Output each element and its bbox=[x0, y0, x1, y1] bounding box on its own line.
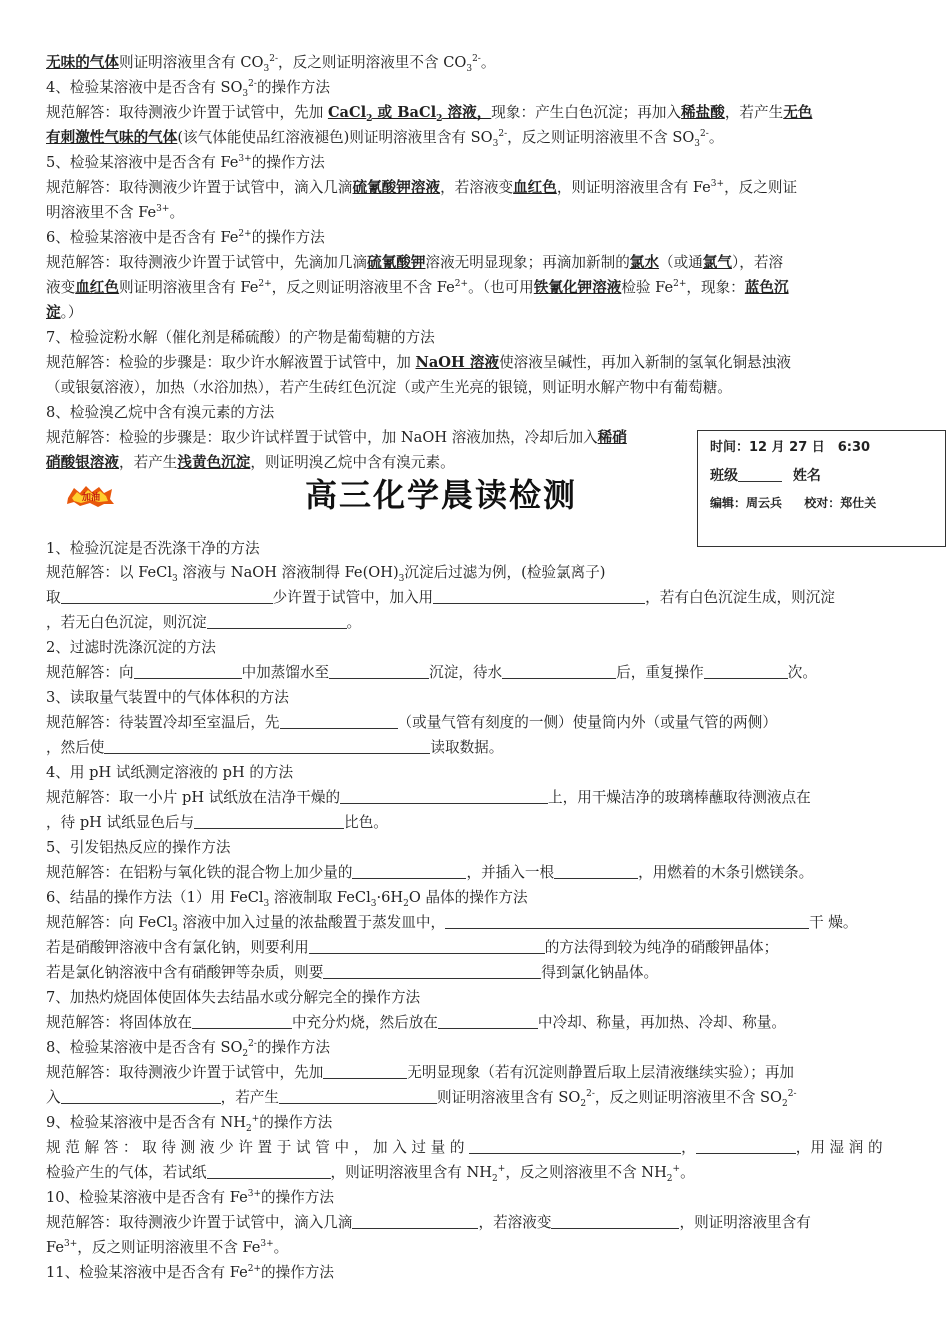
name-label: 姓名 bbox=[792, 468, 821, 484]
answer-blank[interactable] bbox=[61, 588, 273, 604]
answer-blank[interactable] bbox=[194, 813, 344, 829]
answer-blank[interactable] bbox=[551, 1213, 679, 1229]
text-line: 规范解答：向 中加蒸馏水至 沉淀，待水 后，重复操作 次。 bbox=[46, 664, 817, 681]
question-heading: 1、检验沉淀是否洗涤干净的方法 bbox=[46, 540, 260, 557]
text-line: 规范解答：取待测液少许置于试管中，先加 CaCl$_2$ 或 BaCl$_2$ 溶液，现象：产生白色沉淀；再加入稀盐酸，若产生无色 bbox=[46, 104, 813, 124]
answer-blank[interactable] bbox=[309, 938, 545, 954]
text-line: 明溶液里不含 $Fe^{3+}$。 bbox=[46, 204, 185, 221]
text-line: 规范解答：向 FeCl$_3$ 溶液中加入过量的浓盐酸置于蒸发皿中， 干 燥。 bbox=[46, 914, 858, 934]
date-time: 时间：12 月 27 日 6:30 bbox=[710, 440, 871, 455]
svg-text:加油: 加油 bbox=[81, 493, 101, 503]
text-line: 规范解答：检验的步骤是：取少许试样置于试管中，加 NaOH 溶液加热，冷却后加入稀硝 bbox=[46, 429, 627, 446]
question-heading: 8、检验某溶液中是否含有 $SO_2^{2-}$的操作方法 bbox=[46, 1039, 330, 1059]
text-line: 无味的气体则证明溶液里含有 $CO_3^{2-}$，反之则证明溶液里不含 $CO_3^{2-}$。 bbox=[46, 54, 496, 74]
answer-blank[interactable] bbox=[445, 913, 809, 929]
text-line: ，待 pH 试纸显色后与 比色。 bbox=[46, 814, 388, 831]
text-line: 淀。） bbox=[46, 304, 83, 321]
question-heading: 11、检验某溶液中是否含有 $Fe^{2+}$的操作方法 bbox=[46, 1264, 334, 1281]
answer-blank[interactable] bbox=[104, 738, 430, 754]
answer-blank[interactable] bbox=[134, 663, 242, 679]
question-heading: 5、引发铝热反应的操作方法 bbox=[46, 839, 231, 856]
text-line: 若是氯化钠溶液中含有硝酸钾等杂质，则要 得到氯化钠晶体。 bbox=[46, 964, 659, 981]
question-heading: 6、结晶的操作方法（1）用 FeCl$_3$ 溶液制取 $FeCl_3\cdot 6H_2O$ 晶体的操作方法 bbox=[46, 889, 528, 909]
section-heading: 6、检验某溶液中是否含有 $Fe^{2+}$的操作方法 bbox=[46, 229, 325, 246]
text-line: 规范解答：以 FeCl$_3$ 溶液与 NaOH 溶液制得 $Fe(OH)_3$沉淀后过滤为例，(检验氯离子) bbox=[46, 564, 606, 584]
answer-blank[interactable] bbox=[61, 1088, 221, 1104]
text-line: $Fe^{3+}$，反之则证明溶液里不含 $Fe^{3+}$。 bbox=[46, 1239, 289, 1256]
proofreader: 校对：郑仕关 bbox=[804, 496, 877, 510]
logo-icon bbox=[66, 484, 116, 508]
answer-blank[interactable] bbox=[323, 1063, 407, 1079]
answer-blank[interactable] bbox=[352, 863, 466, 879]
answer-blank[interactable] bbox=[433, 588, 645, 604]
text-line: 规范解答：取待测液少许置于试管中，滴入几滴 ，若溶液变 ，则证明溶液里含有 bbox=[46, 1214, 811, 1231]
text-line: 液变血红色则证明溶液里含有 $Fe^{2+}$，反之则证明溶液里不含 $Fe^{2+}$。（也可用铁氰化钾溶液检验 $Fe^{2+}$，现象：蓝色沉 bbox=[46, 279, 789, 296]
section-heading: 7、检验淀粉水解（催化剂是稀硫酸）的产物是葡萄糖的方法 bbox=[46, 329, 435, 346]
text-line: 若是硝酸钾溶液中含有氯化钠，则要利用 的方法得到较为纯净的硝酸钾晶体； bbox=[46, 939, 779, 956]
answer-blank[interactable] bbox=[704, 663, 788, 679]
question-heading: 2、过滤时洗涤沉淀的方法 bbox=[46, 639, 216, 656]
class-blank[interactable] bbox=[738, 468, 782, 482]
question-heading: 7、加热灼烧固体使固体失去结晶水或分解完全的操作方法 bbox=[46, 989, 421, 1006]
answer-blank[interactable] bbox=[329, 663, 429, 679]
text-line: 规范解答：取待测液少许置于试管中，先滴加几滴硫氰酸钾溶液无明显现象；再滴加新制的氯水（或通氯气），若溶 bbox=[46, 254, 784, 271]
answer-blank[interactable] bbox=[207, 1163, 331, 1179]
answer-blank[interactable] bbox=[340, 788, 548, 804]
section-heading: 8、检验溴乙烷中含有溴元素的方法 bbox=[46, 404, 275, 421]
answer-blank[interactable] bbox=[554, 863, 638, 879]
page-title: 高三化学晨读检测 bbox=[305, 476, 578, 514]
question-heading: 4、用 pH 试纸测定溶液的 pH 的方法 bbox=[46, 764, 294, 781]
class-name-row bbox=[710, 459, 945, 493]
answer-blank[interactable] bbox=[207, 613, 347, 629]
answer-blank[interactable] bbox=[502, 663, 616, 679]
text-line: 有刺激性气味的气体(该气体能使品红溶液褪色)则证明溶液里含有 $SO_3^{2-}$，反之则证明溶液里不含 $SO_3^{2-}$。 bbox=[46, 129, 724, 149]
answer-blank[interactable] bbox=[696, 1138, 796, 1154]
answer-blank[interactable] bbox=[280, 713, 398, 729]
text-line: 规范解答：在铝粉与氧化铁的混合物上加少量的 ，并插入一根 ，用燃着的木条引燃镁条。 bbox=[46, 864, 814, 881]
text-line: 规 范 解 答 ： 取 待 测 液 少 许 置 于 试 管 中 ， 加 入 过 量 的 ， ，用 湿 润 的 bbox=[46, 1139, 883, 1156]
answer-blank[interactable] bbox=[438, 1013, 538, 1029]
class-label: 班级 bbox=[710, 468, 738, 484]
answer-blank[interactable] bbox=[192, 1013, 292, 1029]
question-heading: 10、检验某溶液中是否含有 $Fe^{3+}$的操作方法 bbox=[46, 1189, 334, 1206]
text-line: （或银氨溶液），加热（水浴加热），若产生砖红色沉淀（或产生光亮的银镜，则证明水解产物中有葡萄糖。 bbox=[46, 379, 732, 396]
editor: 编辑：周云兵 bbox=[710, 496, 783, 510]
answer-blank[interactable] bbox=[352, 1213, 478, 1229]
answer-blank[interactable] bbox=[469, 1138, 681, 1154]
text-line: 硝酸银溶液，若产生浅黄色沉淀，则证明溴乙烷中含有溴元素。 bbox=[46, 454, 455, 471]
text-line: 规范解答：取一小片 pH 试纸放在洁净干燥的 上，用干燥洁净的玻璃棒蘸取待测液点在 bbox=[46, 789, 811, 806]
question-heading: 9、检验某溶液中是否含有 $NH_2^+$的操作方法 bbox=[46, 1114, 333, 1134]
answer-blank[interactable] bbox=[323, 963, 541, 979]
text-line: 取 少许置于试管中，加入用 ，若有白色沉淀生成，则沉淀 bbox=[46, 589, 835, 606]
section-heading: 4、检验某溶液中是否含有 $SO_3^{2-}$的操作方法 bbox=[46, 79, 330, 99]
text-line: 规范解答：待装置冷却至室温后，先 （或量气管有刻度的一侧）使量筒内外（或量气管的两侧） bbox=[46, 714, 777, 731]
text-line: 入 ，若产生 则证明溶液里含有 $SO_2^{2-}$，反之则证明溶液里不含 $SO_2^{2-}$ bbox=[46, 1089, 797, 1109]
credits-row bbox=[710, 493, 945, 513]
text-line: 检验产生的气体，若试纸 ，则证明溶液里含有 $NH_2^+$，反之则溶液里不含 $NH_2^+$。 bbox=[46, 1164, 695, 1184]
text-line: 规范解答：取待测液少许置于试管中，先加 无明显现象（若有沉淀则静置后取上层清液继续实验）；再加 bbox=[46, 1064, 795, 1081]
text-line: ，然后使 读取数据。 bbox=[46, 739, 504, 756]
text-line: ，若无白色沉淀，则沉淀 。 bbox=[46, 614, 362, 631]
text-line: 规范解答：将固体放在 中充分灼烧，然后放在 中冷却、称量，再加热、冷却、称量。 bbox=[46, 1014, 787, 1031]
info-box bbox=[697, 430, 946, 547]
question-heading: 3、读取量气装置中的气体体积的方法 bbox=[46, 689, 289, 706]
text-line: 规范解答：检验的步骤是：取少许水解液置于试管中，加 NaOH 溶液使溶液呈碱性，再加入新制的氢氧化铜悬浊液 bbox=[46, 354, 791, 371]
section-heading: 5、检验某溶液中是否含有 $Fe^{3+}$的操作方法 bbox=[46, 154, 325, 171]
text-line: 规范解答：取待测液少许置于试管中，滴入几滴硫氰酸钾溶液，若溶液变血红色，则证明溶液里含有 $Fe^{3+}$，反之则证 bbox=[46, 179, 798, 196]
answer-blank[interactable] bbox=[279, 1088, 437, 1104]
